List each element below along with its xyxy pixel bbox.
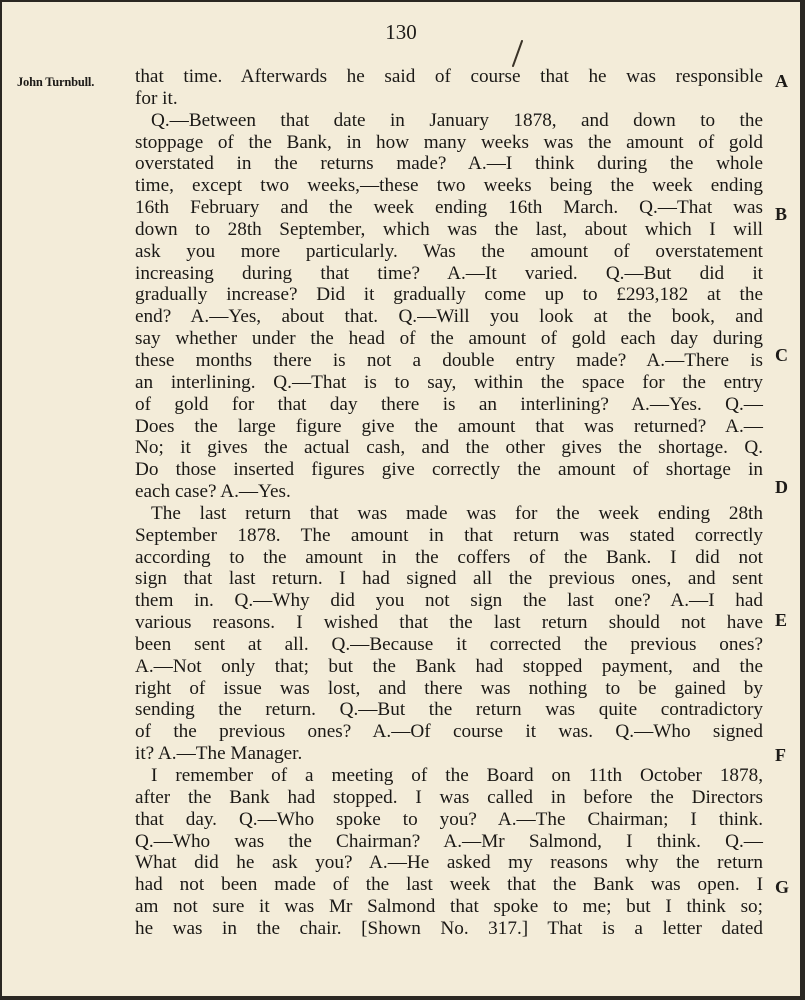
text-line: gradually increase? Did it gradually come up to £293,182 at the <box>135 284 763 306</box>
margin-letter-b: B <box>775 204 788 224</box>
margin-letter-d: D <box>775 477 788 497</box>
testimony-text <box>135 66 763 940</box>
text-line: The last return that was made was for the week ending 28th <box>151 502 763 524</box>
text-line: had not been made of the last week that the Bank was open. I <box>135 874 763 896</box>
text-line: that day. Q.—Who spoke to you? A.—The Chairman; I think. <box>135 808 763 830</box>
text-line: after the Bank had stopped. I was called in before the Directors <box>135 786 763 808</box>
text-line: am not sure it was Mr Salmond that spoke to me; but I think so; <box>135 896 763 918</box>
text-line: of gold for that day there is an interlining? A.—Yes. Q.— <box>135 393 763 415</box>
text-line: it? A.—The Manager. <box>135 743 303 765</box>
text-line: been sent at all. Q.—Because it corrected the previous ones? <box>135 633 763 655</box>
text-line: he was in the chair. [Shown No. 317.] That is a letter dated <box>135 917 763 939</box>
text-line: Do those inserted figures give correctly the amount of shortage in <box>135 459 763 481</box>
text-line: sign that last return. I had signed all the previous ones, and sent <box>135 568 763 590</box>
text-line: stoppage of the Bank, in how many weeks was the amount of gold <box>135 131 763 153</box>
text-line: that time. Afterwards he said of course that he was responsible <box>135 66 763 87</box>
text-line: end? A.—Yes, about that. Q.—Will you look at the book, and <box>135 306 763 328</box>
text-line: increasing during that time? A.—It varied. Q.—But did it <box>135 262 763 284</box>
margin-letter-g: G <box>775 877 790 897</box>
text-line: them in. Q.—Why did you not sign the last one? A.—I had <box>135 590 763 612</box>
text-line: each case? A.—Yes. <box>135 481 291 503</box>
text-line: I remember of a meeting of the Board on 11th October 1878, <box>151 765 763 786</box>
text-line: an interlining. Q.—That is to say, within the space for the entry <box>135 371 763 393</box>
speaker-margin-note: John Turnbull. <box>17 75 95 89</box>
text-line: for it. <box>135 87 178 109</box>
text-line: Q.—Between that date in January 1878, and down to the <box>151 109 763 131</box>
text-line: ask you more particularly. Was the amount of overstatement <box>135 240 763 262</box>
text-line: say whether under the head of the amount of gold each day during <box>135 328 763 350</box>
text-line: A.—Not only that; but the Bank had stopped payment, and the <box>135 655 763 677</box>
margin-letter-c: C <box>775 345 788 365</box>
text-line: Q.—Who was the Chairman? A.—Mr Salmond, I think. Q.— <box>135 830 763 852</box>
margin-letter-a: A <box>775 71 788 91</box>
text-line: September 1878. The amount in that return was stated correctly <box>135 524 763 546</box>
margin-letter-f: F <box>775 745 786 765</box>
text-line: What did he ask you? A.—He asked my reasons why the return <box>135 852 763 874</box>
text-line: Does the large figure give the amount that was returned? A.— <box>135 415 763 437</box>
text-line: right of issue was lost, and there was nothing to be gained by <box>135 677 763 699</box>
text-line: sending the return. Q.—But the return was quite contradictory <box>135 699 763 721</box>
text-line: various reasons. I wished that the last return should not have <box>135 612 763 634</box>
margin-letter-e: E <box>775 610 788 630</box>
page-number: 130 <box>385 20 417 44</box>
pen-mark-icon <box>510 40 524 68</box>
text-line: time, except two weeks,—these two weeks being the week ending <box>135 175 763 197</box>
text-line: these months there is not a double entry made? A.—There is <box>135 349 763 371</box>
text-line: according to the amount in the coffers of the Bank. I did not <box>135 546 763 568</box>
text-line: of the previous ones? A.—Of course it was. Q.—Who signed <box>135 721 763 743</box>
text-line: 16th February and the week ending 16th March. Q.—That was <box>135 197 763 219</box>
text-line: down to 28th September, which was the last, about which I will <box>135 218 763 240</box>
text-line: overstated in the returns made? A.—I think during the whole <box>135 153 763 175</box>
text-line: No; it gives the actual cash, and the other gives the shortage. Q. <box>135 437 763 459</box>
